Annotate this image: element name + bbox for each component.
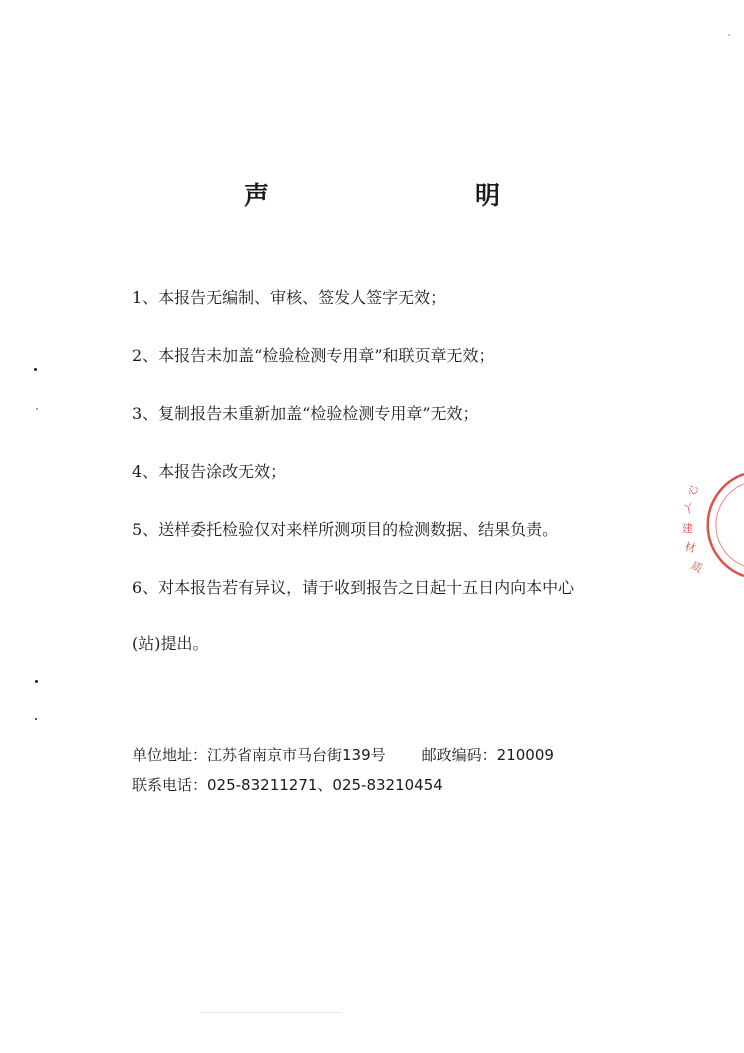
clause-6-continued: (站)提出。 bbox=[132, 634, 209, 653]
postcode-value: 210009 bbox=[496, 746, 554, 764]
phone-row bbox=[132, 770, 554, 800]
clause-3: 3、复制报告未重新加盖“检验检测专用章”无效； bbox=[132, 404, 479, 423]
scan-speck bbox=[36, 408, 38, 410]
scan-speck bbox=[35, 680, 38, 683]
address-label: 单位地址： bbox=[132, 746, 208, 764]
clause-1: 1、本报告无编制、审核、签发人签字无效； bbox=[132, 288, 447, 307]
declaration-clauses bbox=[132, 284, 652, 688]
address-value: 江苏省南京市马台街139号 bbox=[207, 746, 386, 764]
svg-text:质: 质 bbox=[688, 559, 705, 576]
clause-4: 4、本报告涂改无效； bbox=[132, 462, 287, 481]
seal-stamp-icon bbox=[666, 470, 744, 580]
postcode-label: 邮政编码： bbox=[421, 746, 497, 764]
phone-label: 联系电话： bbox=[132, 776, 208, 794]
phone-value: 025-83211271、025-83210454 bbox=[207, 776, 443, 794]
clause-6: 6、对本报告若有异议，请于收到报告之日起十五日内向本中心 bbox=[132, 578, 575, 597]
svg-text:丫: 丫 bbox=[681, 501, 696, 517]
svg-text:材: 材 bbox=[683, 540, 697, 556]
scan-speck bbox=[34, 368, 37, 371]
scan-line bbox=[200, 1012, 340, 1013]
svg-text:心: 心 bbox=[685, 481, 702, 499]
contact-info bbox=[132, 740, 554, 800]
page-title: 声 明 bbox=[243, 181, 552, 210]
svg-text:建: 建 bbox=[682, 522, 693, 535]
scan-speck bbox=[728, 34, 730, 36]
clause-5: 5、送样委托检验仅对来样所测项目的检测数据、结果负责。 bbox=[132, 520, 559, 539]
address-row bbox=[132, 740, 554, 770]
scan-speck bbox=[35, 718, 37, 720]
clause-2: 2、本报告未加盖“检验检测专用章”和联页章无效； bbox=[132, 346, 495, 365]
